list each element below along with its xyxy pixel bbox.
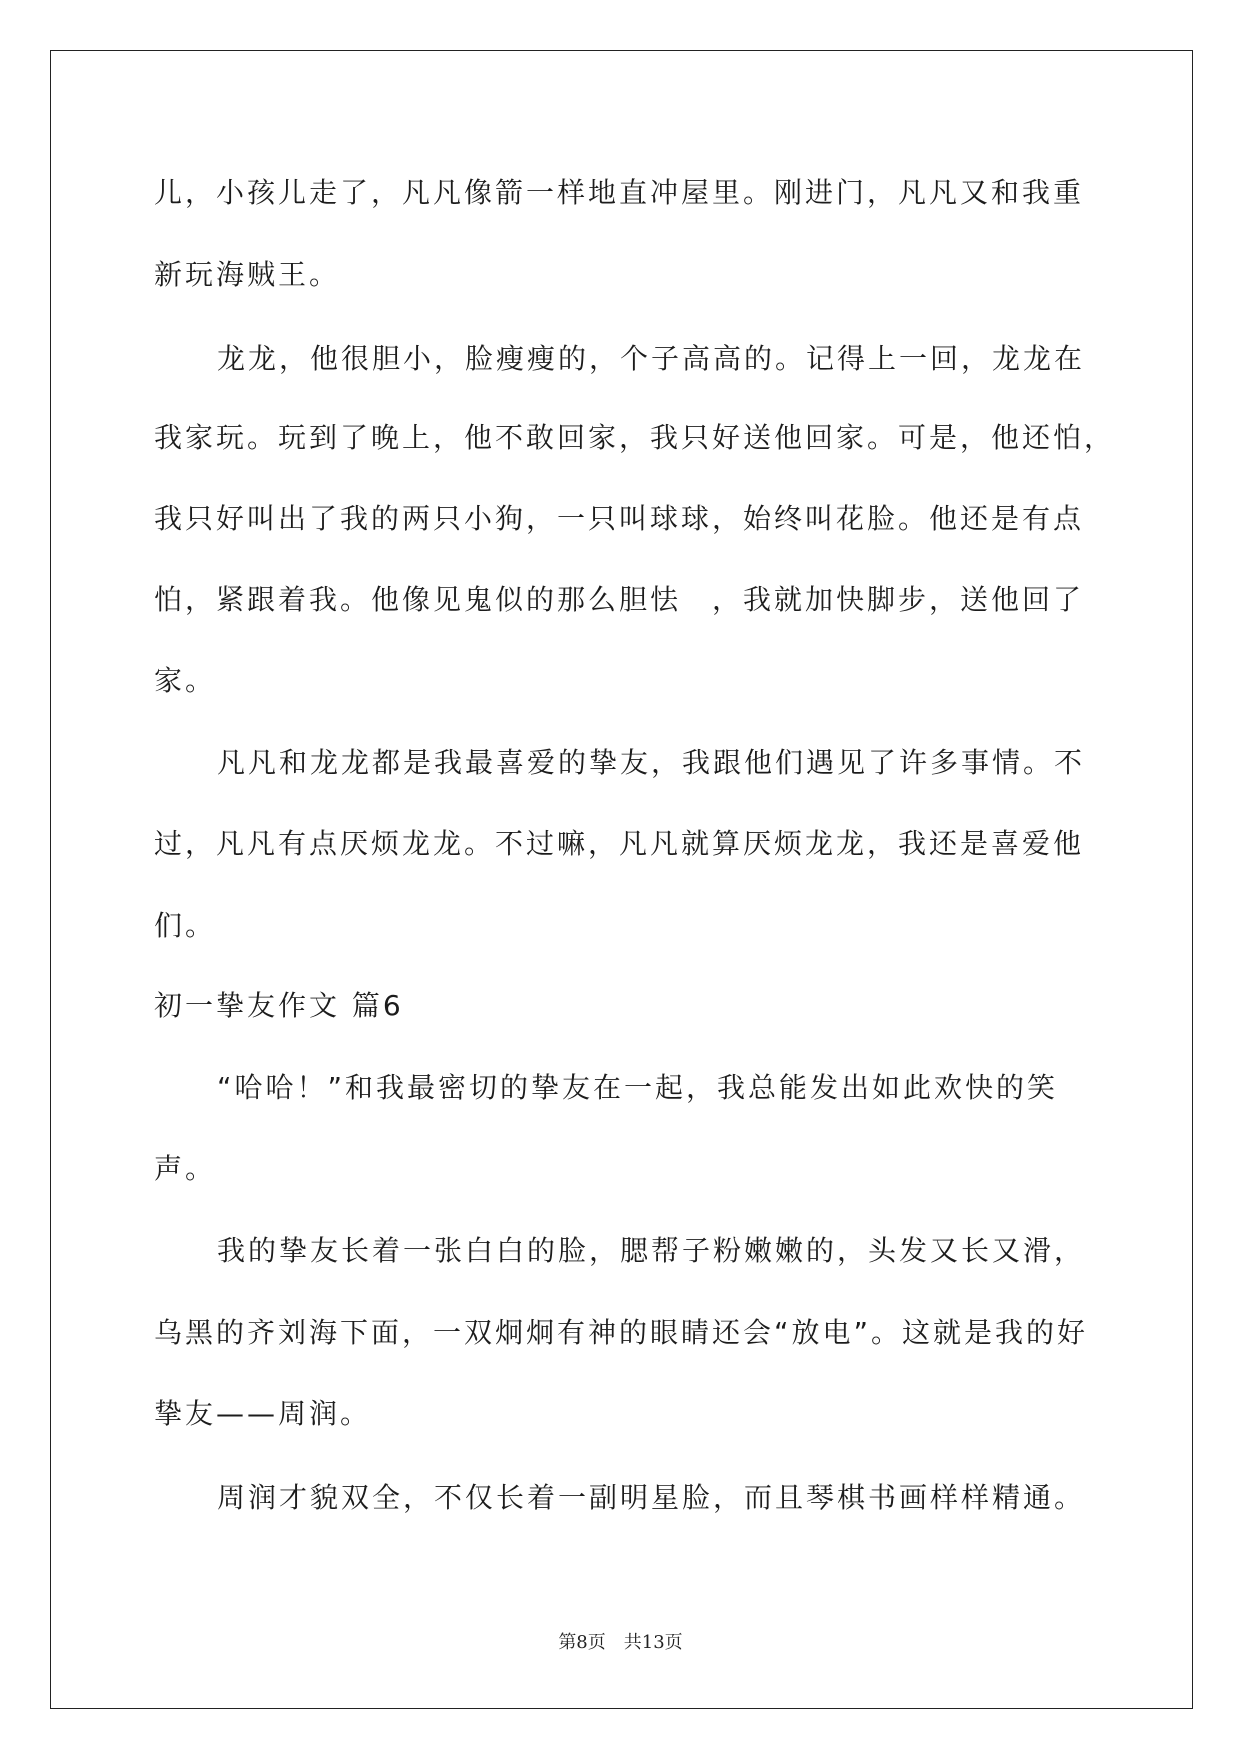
section-heading: 初一挚友作文 篇6 [154,989,404,1022]
page-border [50,50,1193,1709]
text-line: 我只好叫出了我的两只小狗，一只叫球球，始终叫花脸。他还是有点 [154,502,1085,535]
text-line: 过，凡凡有点厌烦龙龙。不过嘛，凡凡就算厌烦龙龙，我还是喜爱他 [154,827,1085,860]
paragraph-first-line: 凡凡和龙龙都是我最喜爱的挚友，我跟他们遇见了许多事情。不 [217,746,1086,779]
paragraph-first-line: 我的挚友长着一张白白的脸，腮帮子粉嫩嫩的，头发又长又滑， [217,1234,1086,1267]
page-number-footer: 第8页 共13页 [558,1632,683,1653]
text-line: 声。 [154,1152,217,1185]
text-line: 们。 [154,909,217,942]
paragraph-first-line: “哈哈！”和我最密切的挚友在一起，我总能发出如此欢快的笑 [217,1071,1059,1104]
text-line: 怕，紧跟着我。他像见鬼似的那么胆怯 ，我就加快脚步，送他回了 [154,583,1085,616]
paragraph-first-line: 周润才貌双全，不仅长着一副明星脸，而且琴棋书画样样精通。 [217,1481,1086,1514]
text-line: 家。 [154,664,217,697]
text-line: 我家玩。玩到了晚上，他不敢回家，我只好送他回家。可是，他还怕， [154,421,1116,454]
text-line: 新玩海贼王。 [154,258,341,291]
paragraph-first-line: 龙龙，他很胆小，脸瘦瘦的，个子高高的。记得上一回，龙龙在 [217,342,1086,375]
text-line: 乌黑的齐刘海下面，一双炯炯有神的眼睛还会“放电”。这就是我的好 [154,1316,1089,1349]
text-line: 儿，小孩儿走了，凡凡像箭一样地直冲屋里。刚进门，凡凡又和我重 [154,176,1085,209]
text-line: 挚友——周润。 [154,1397,372,1430]
